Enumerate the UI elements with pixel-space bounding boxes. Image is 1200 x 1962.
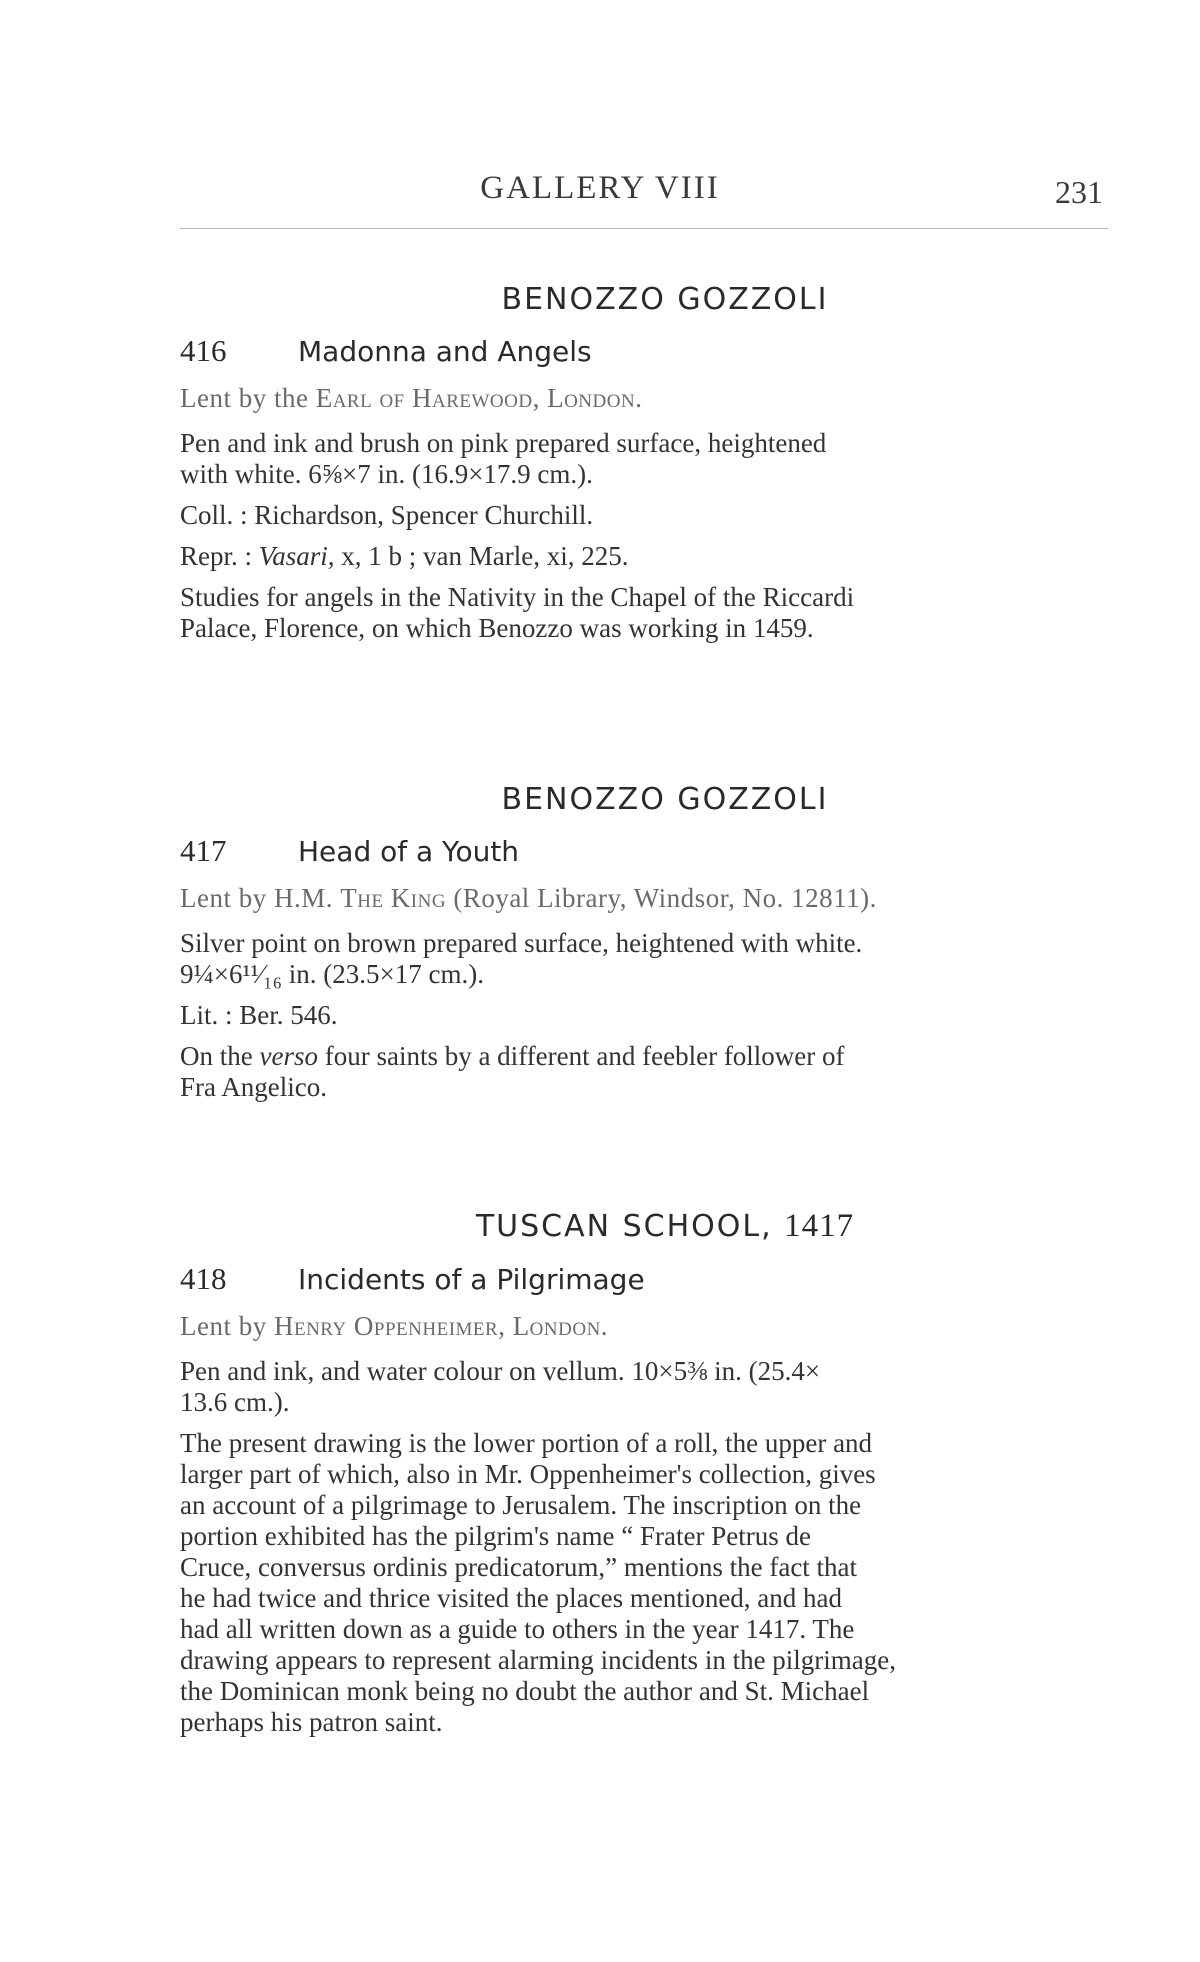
artist-name: TUSCAN SCHOOL, (475, 1209, 773, 1244)
medium-description (180, 428, 1110, 490)
collection-line: Coll. : Richardson, Spencer Churchill. (180, 500, 594, 530)
repr-prefix: Repr. : (180, 541, 252, 571)
medium-line: with white. 6⅝×7 in. (16.9×17.9 cm.). (180, 459, 593, 489)
medium-line: Pen and ink and brush on pink prepared surface, heightened (180, 428, 827, 458)
note-line: Fra Angelico. (180, 1072, 327, 1102)
medium-description (180, 928, 1110, 990)
entry-title-row (180, 1261, 1110, 1297)
entry-title: Madonna and Angels (298, 335, 592, 368)
note-line: The present drawing is the lower portion of a roll, the upper and (180, 1428, 873, 1458)
entry-note (180, 582, 1110, 644)
running-title: GALLERY VIII (480, 170, 720, 206)
reproduction-line (180, 541, 1110, 572)
lender-name: Earl of Harewood, London. (315, 383, 643, 413)
lender-name: Henry Oppenheimer, London. (273, 1311, 609, 1341)
running-head (0, 170, 1200, 210)
note-line: Palace, Florence, on which Benozzo was working in 1459. (180, 613, 814, 643)
lender-name: The King (340, 883, 447, 913)
medium-line: 9¼×6¹¹⁄₁₆ in. (23.5×17 cm.). (180, 959, 484, 989)
entry-number: 416 (180, 333, 227, 368)
note-line: had all written down as a guide to others in the year 1417. The (180, 1614, 855, 1644)
entry-title-row (180, 333, 1110, 369)
entry-title-row (180, 833, 1110, 869)
note-line: an account of a pilgrimage to Jerusalem. The inscription on the (180, 1490, 862, 1520)
entry-note (180, 1428, 1110, 1738)
repr-rest: x, 1 b ; van Marle, xi, 225. (341, 541, 629, 571)
entry-note (180, 1041, 1110, 1103)
entry-title: Incidents of a Pilgrimage (298, 1263, 645, 1296)
medium-description (180, 1356, 1110, 1418)
medium-line: 13.6 cm.). (180, 1387, 290, 1417)
literature-line: Lit. : Ber. 546. (180, 1000, 338, 1030)
note-line: Studies for angels in the Nativity in the Chapel of the Riccardi (180, 582, 855, 612)
note-line (180, 1041, 1110, 1072)
artist-heading: BENOZZO GOZZOLI (501, 782, 829, 817)
artist-heading: BENOZZO GOZZOLI (501, 282, 829, 317)
catalogue-entry-417 (180, 782, 1110, 1113)
note-italic: verso (259, 1041, 318, 1071)
artist-heading (180, 1208, 1110, 1245)
catalogue-entry-416 (180, 282, 1110, 654)
lender-prefix: Lent by H.M. (180, 883, 333, 913)
repr-italic: Vasari, (258, 541, 335, 571)
note-line: portion exhibited has the pilgrim's name “ Frater Petrus de (180, 1521, 811, 1551)
note-line: the Dominican monk being no doubt the author and St. Michael (180, 1676, 870, 1706)
catalogue-entry-418 (180, 1208, 1110, 1748)
note-line: perhaps his patron saint. (180, 1707, 443, 1737)
entry-title: Head of a Youth (298, 835, 520, 868)
lender-suffix: (Royal Library, Windsor, No. 12811). (453, 883, 877, 913)
medium-line: Pen and ink, and water colour on vellum. 10×5⅜ in. (25.4× (180, 1356, 821, 1386)
note-line: he had twice and thrice visited the places mentioned, and had (180, 1583, 843, 1613)
lender-line (180, 883, 1110, 914)
lender-prefix: Lent by the (180, 383, 309, 413)
medium-line: Silver point on brown prepared surface, heightened with white. (180, 928, 863, 958)
page-number: 231 (1055, 174, 1103, 210)
note-text: four saints by a different and feebler follower of (324, 1041, 845, 1071)
note-line: larger part of which, also in Mr. Oppenheimer's collection, gives (180, 1459, 876, 1489)
header-divider (180, 228, 1108, 229)
lender-line (180, 383, 1110, 414)
note-text: On the (180, 1041, 253, 1071)
lender-line (180, 1311, 1110, 1342)
note-line: drawing appears to represent alarming incidents in the pilgrimage, (180, 1645, 897, 1675)
entry-number: 418 (180, 1261, 227, 1296)
lender-prefix: Lent by (180, 1311, 267, 1341)
entry-number: 417 (180, 833, 227, 868)
artist-year: 1417 (784, 1208, 855, 1244)
note-line: Cruce, conversus ordinis predicatorum,” mentions the fact that (180, 1552, 858, 1582)
